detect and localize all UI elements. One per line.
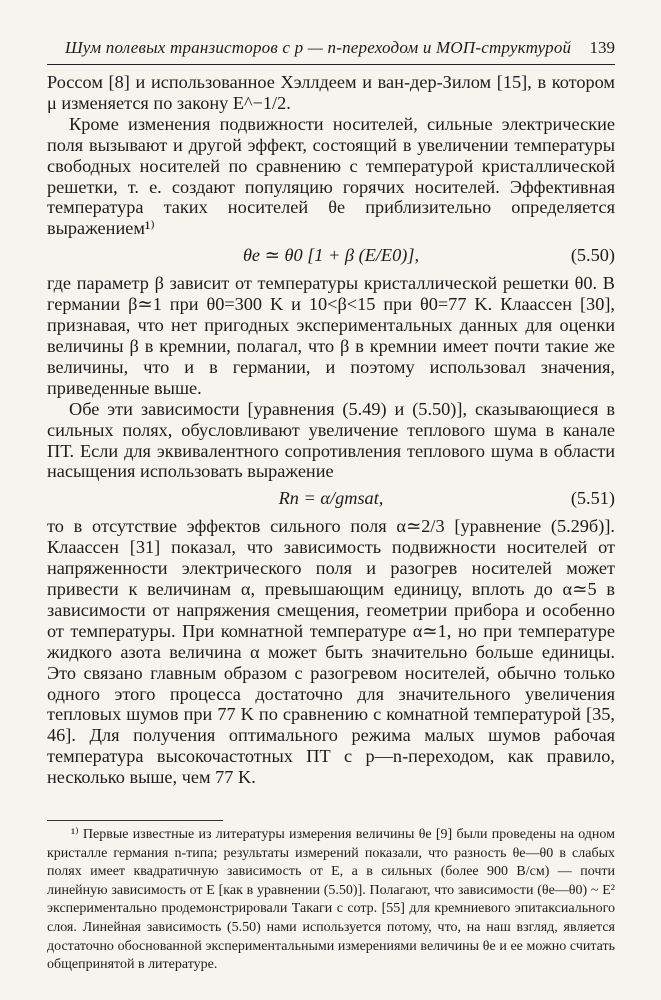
running-title: Шум полевых транзисторов с p — n-переходом и МОП-структурой: [65, 38, 572, 57]
footnote: [47, 826, 615, 975]
paragraph-1: Россом [8] и использованное Хэллдеем и ван-дер-Зилом [15], в котором μ изменяется по закону E^−1/2.: [47, 72, 615, 113]
footnote-rule: [47, 820, 223, 821]
equation-5-51-number: (5.51): [570, 488, 615, 509]
equation-5-51-formula: Rn = α/gmsat,: [278, 488, 384, 509]
footnote-text: ¹⁾ Первые известные из литературы измерения величины θe [9] были проведены на одном кристалле германия n-типа; результаты измерений показали, что разность θe—θ0 в слабых полях имеет квадратичную зависимость от E, а в сильных (более 900 В/см) — почти линейную зависимость от E [как в уравнении (5.50)]. Полагают, что зависимости (θe—θ0) ~ E² экспериментально продемонстрировали Такаги с сотр. [55] для кремниевого эпитаксиального слоя. Линейная зависимость (5.50) нами используется потому, что, на наш взгляд, является достаточно обоснованной экспериментальными измерениями величины θe и ее можно считать общепринятой в литературе.: [47, 827, 615, 973]
header-rule: [47, 64, 615, 65]
paragraph-4: Обе эти зависимости [уравнения (5.49) и (5.50)], сказывающиеся в сильных полях, обусловливают увеличение теплового шума в канале ПТ. Если для эквивалентного сопротивления теплового шума в области насыщения использовать выражение: [47, 398, 615, 482]
main-text: [47, 72, 615, 788]
equation-5-50-formula: θe ≃ θ0 [1 + β (E/E0)],: [242, 245, 420, 266]
equation-5-50-number: (5.50): [570, 245, 615, 266]
page-number: 139: [589, 38, 615, 57]
paragraph-2: Кроме изменения подвижности носителей, сильные электрические поля вызывают и другой эффект, состоящий в увеличении температуры свободных носителей по сравнению с температурой кристаллической решетки, т. е. создают популяцию горячих носителей. Эффективная температура таких носителей θe приблизительно определяется выражением¹⁾: [47, 113, 615, 239]
paragraph-5: то в отсутствие эффектов сильного поля α≃2/3 [уравнение (5.29б)]. Клаассен [31] показал, что зависимость подвижности носителей от напряженности электрического поля и разогрев носителей может привести к величинам α, превышающим единицу, вплоть до α≃5 в зависимости от напряжения смещения, геометрии прибора и особенно от температуры. При комнатной температуре α≃1, но при температуре жидкого азота величина α может быть значительно больше единицы. Это связано главным образом с разогревом носителей, обычно только одного этого процесса достаточно для значительного увеличения тепловых шумов при 77 K по сравнению с комнатной температурой [35, 46]. Для получения оптимального режима малых шумов рабочая температура высокочастотных ПТ с p—n-переходом, как правило, несколько выше, чем 77 K.: [47, 516, 615, 788]
equation-5-51: [47, 485, 615, 513]
equation-5-50: [47, 242, 615, 270]
paragraph-3: где параметр β зависит от температуры кристаллической решетки θ0. В германии β≃1 при θ0=300 K и 10<β<15 при θ0=77 K. Клаассен [30], признавая, что нет пригодных экспериментальных данных для оценки величины β в кремнии, полагал, что β в кремнии имеет почти такие же величины, что и в германии, и поэтому использовал значения, приведенные выше.: [47, 273, 615, 398]
running-header: [47, 38, 615, 64]
